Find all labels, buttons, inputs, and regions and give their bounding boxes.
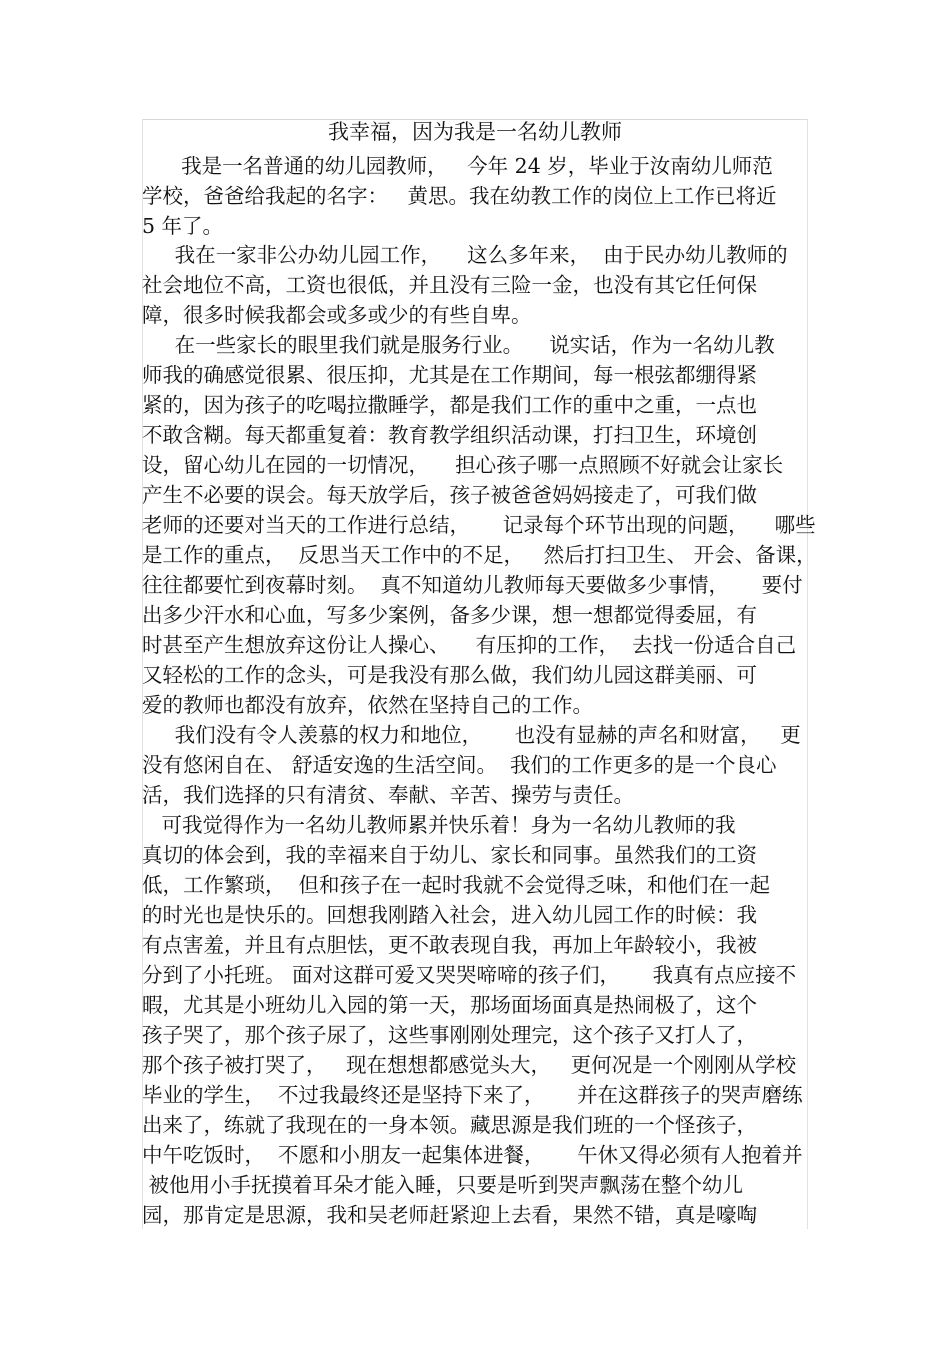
text-line: 产生不必要的误会。每天放学后，孩子被爸爸妈妈接走了，可我们做: [142, 483, 757, 507]
text-line: 又轻松的工作的念头，可是我没有那么做，我们幼儿园这群美丽、可: [142, 663, 757, 687]
text-line: 低，工作繁琐， 但和孩子在一起时我就不会觉得乏味，和他们在一起: [142, 873, 771, 897]
text-line: 毕业的学生， 不过我最终还是坚持下来了， 并在这群孩子的哭声磨练: [142, 1083, 803, 1107]
text-line: 有点害羞，并且有点胆怯，更不敢表现自我，再加上年龄较小，我被: [142, 933, 757, 957]
text-line: 不敢含糊。每天都重复着：教育教学组织活动课，打扫卫生，环境创: [142, 423, 757, 447]
text-line: 学校，爸爸给我起的名字： 黄思。我在幼教工作的岗位上工作已将近: [142, 184, 777, 208]
page-frame-right-border: [807, 119, 808, 1229]
text-line: 5 年了。: [142, 214, 224, 238]
text-line: 真切的体会到，我的幸福来自于幼儿、家长和同事。虽然我们的工资: [142, 843, 757, 867]
text-line: 师我的确感觉很累、很压抑，尤其是在工作期间，每一根弦都绷得紧: [142, 363, 757, 387]
text-line: 我是一名普通的幼儿园教师， 今年 24 岁，毕业于汝南幼儿师范: [142, 154, 773, 178]
text-line: 往往都要忙到夜幕时刻。 真不知道幼儿教师每天要做多少事情， 要付: [142, 573, 803, 597]
text-line: 的时光也是快乐的。回想我刚踏入社会，进入幼儿园工作的时候：我: [142, 903, 757, 927]
text-line: 被他用小手抚摸着耳朵才能入睡，只要是听到哭声飘荡在整个幼儿: [142, 1173, 744, 1197]
text-line: 出多少汗水和心血，写多少案例，备多少课，想一想都觉得委屈，有: [142, 603, 757, 627]
text-line: 那个孩子被打哭了， 现在想想都感觉头大， 更何况是一个刚刚从学校: [142, 1053, 797, 1077]
text-line: 障，很多时候我都会或多或少的有些自卑。: [142, 303, 532, 327]
text-line: 可我觉得作为一名幼儿教师累并快乐着！身为一名幼儿教师的我: [142, 813, 736, 837]
text-line: 出来了，练就了我现在的一身本领。藏思源是我们班的一个怪孩子，: [142, 1113, 757, 1137]
text-line: 暇，尤其是小班幼儿入园的第一天，那场面场面真是热闹极了，这个: [142, 993, 757, 1017]
text-line: 我在一家非公办幼儿园工作， 这么多年来， 由于民办幼儿教师的: [142, 243, 788, 267]
text-line: 分到了小托班。 面对这群可爱又哭哭啼啼的孩子们， 我真有点应接不: [142, 963, 797, 987]
text-line: 没有悠闲自在、 舒适安逸的生活空间。 我们的工作更多的是一个良心: [142, 753, 777, 777]
text-line: 活，我们选择的只有清贫、奉献、辛苦、操劳与责任。: [142, 783, 634, 807]
document-title: 我幸福，因为我是一名幼儿教师: [328, 120, 622, 144]
text-line: 我们没有令人羡慕的权力和地位， 也没有显赫的声名和财富， 更: [142, 723, 801, 747]
text-line: 是工作的重点， 反思当天工作中的不足， 然后打扫卫生、 开会、备课，: [142, 543, 817, 567]
text-line: 中午吃饭时， 不愿和小朋友一起集体进餐， 午休又得必须有人抱着并: [142, 1143, 803, 1167]
text-line: 紧的，因为孩子的吃喝拉撒睡学，都是我们工作的重中之重，一点也: [142, 393, 757, 417]
text-line: 社会地位不高，工资也很低，并且没有三险一金，也没有其它任何保: [142, 273, 757, 297]
text-line: 爱的教师也都没有放弃，依然在坚持自己的工作。: [142, 693, 593, 717]
text-line: 老师的还要对当天的工作进行总结， 记录每个环节出现的问题， 哪些: [142, 513, 816, 537]
text-line: 时甚至产生想放弃这份让人操心、 有压抑的工作， 去找一份适合自己: [142, 633, 797, 657]
text-line: 孩子哭了，那个孩子尿了，这些事刚刚处理完，这个孩子又打人了，: [142, 1023, 757, 1047]
text-line: 设，留心幼儿在园的一切情况， 担心孩子哪一点照顾不好就会让家长: [142, 453, 784, 477]
text-line: 园，那肯定是思源，我和吴老师赶紧迎上去看，果然不错，真是嚎啕: [142, 1203, 757, 1227]
text-line: 在一些家长的眼里我们就是服务行业。 说实话，作为一名幼儿教: [142, 333, 775, 357]
